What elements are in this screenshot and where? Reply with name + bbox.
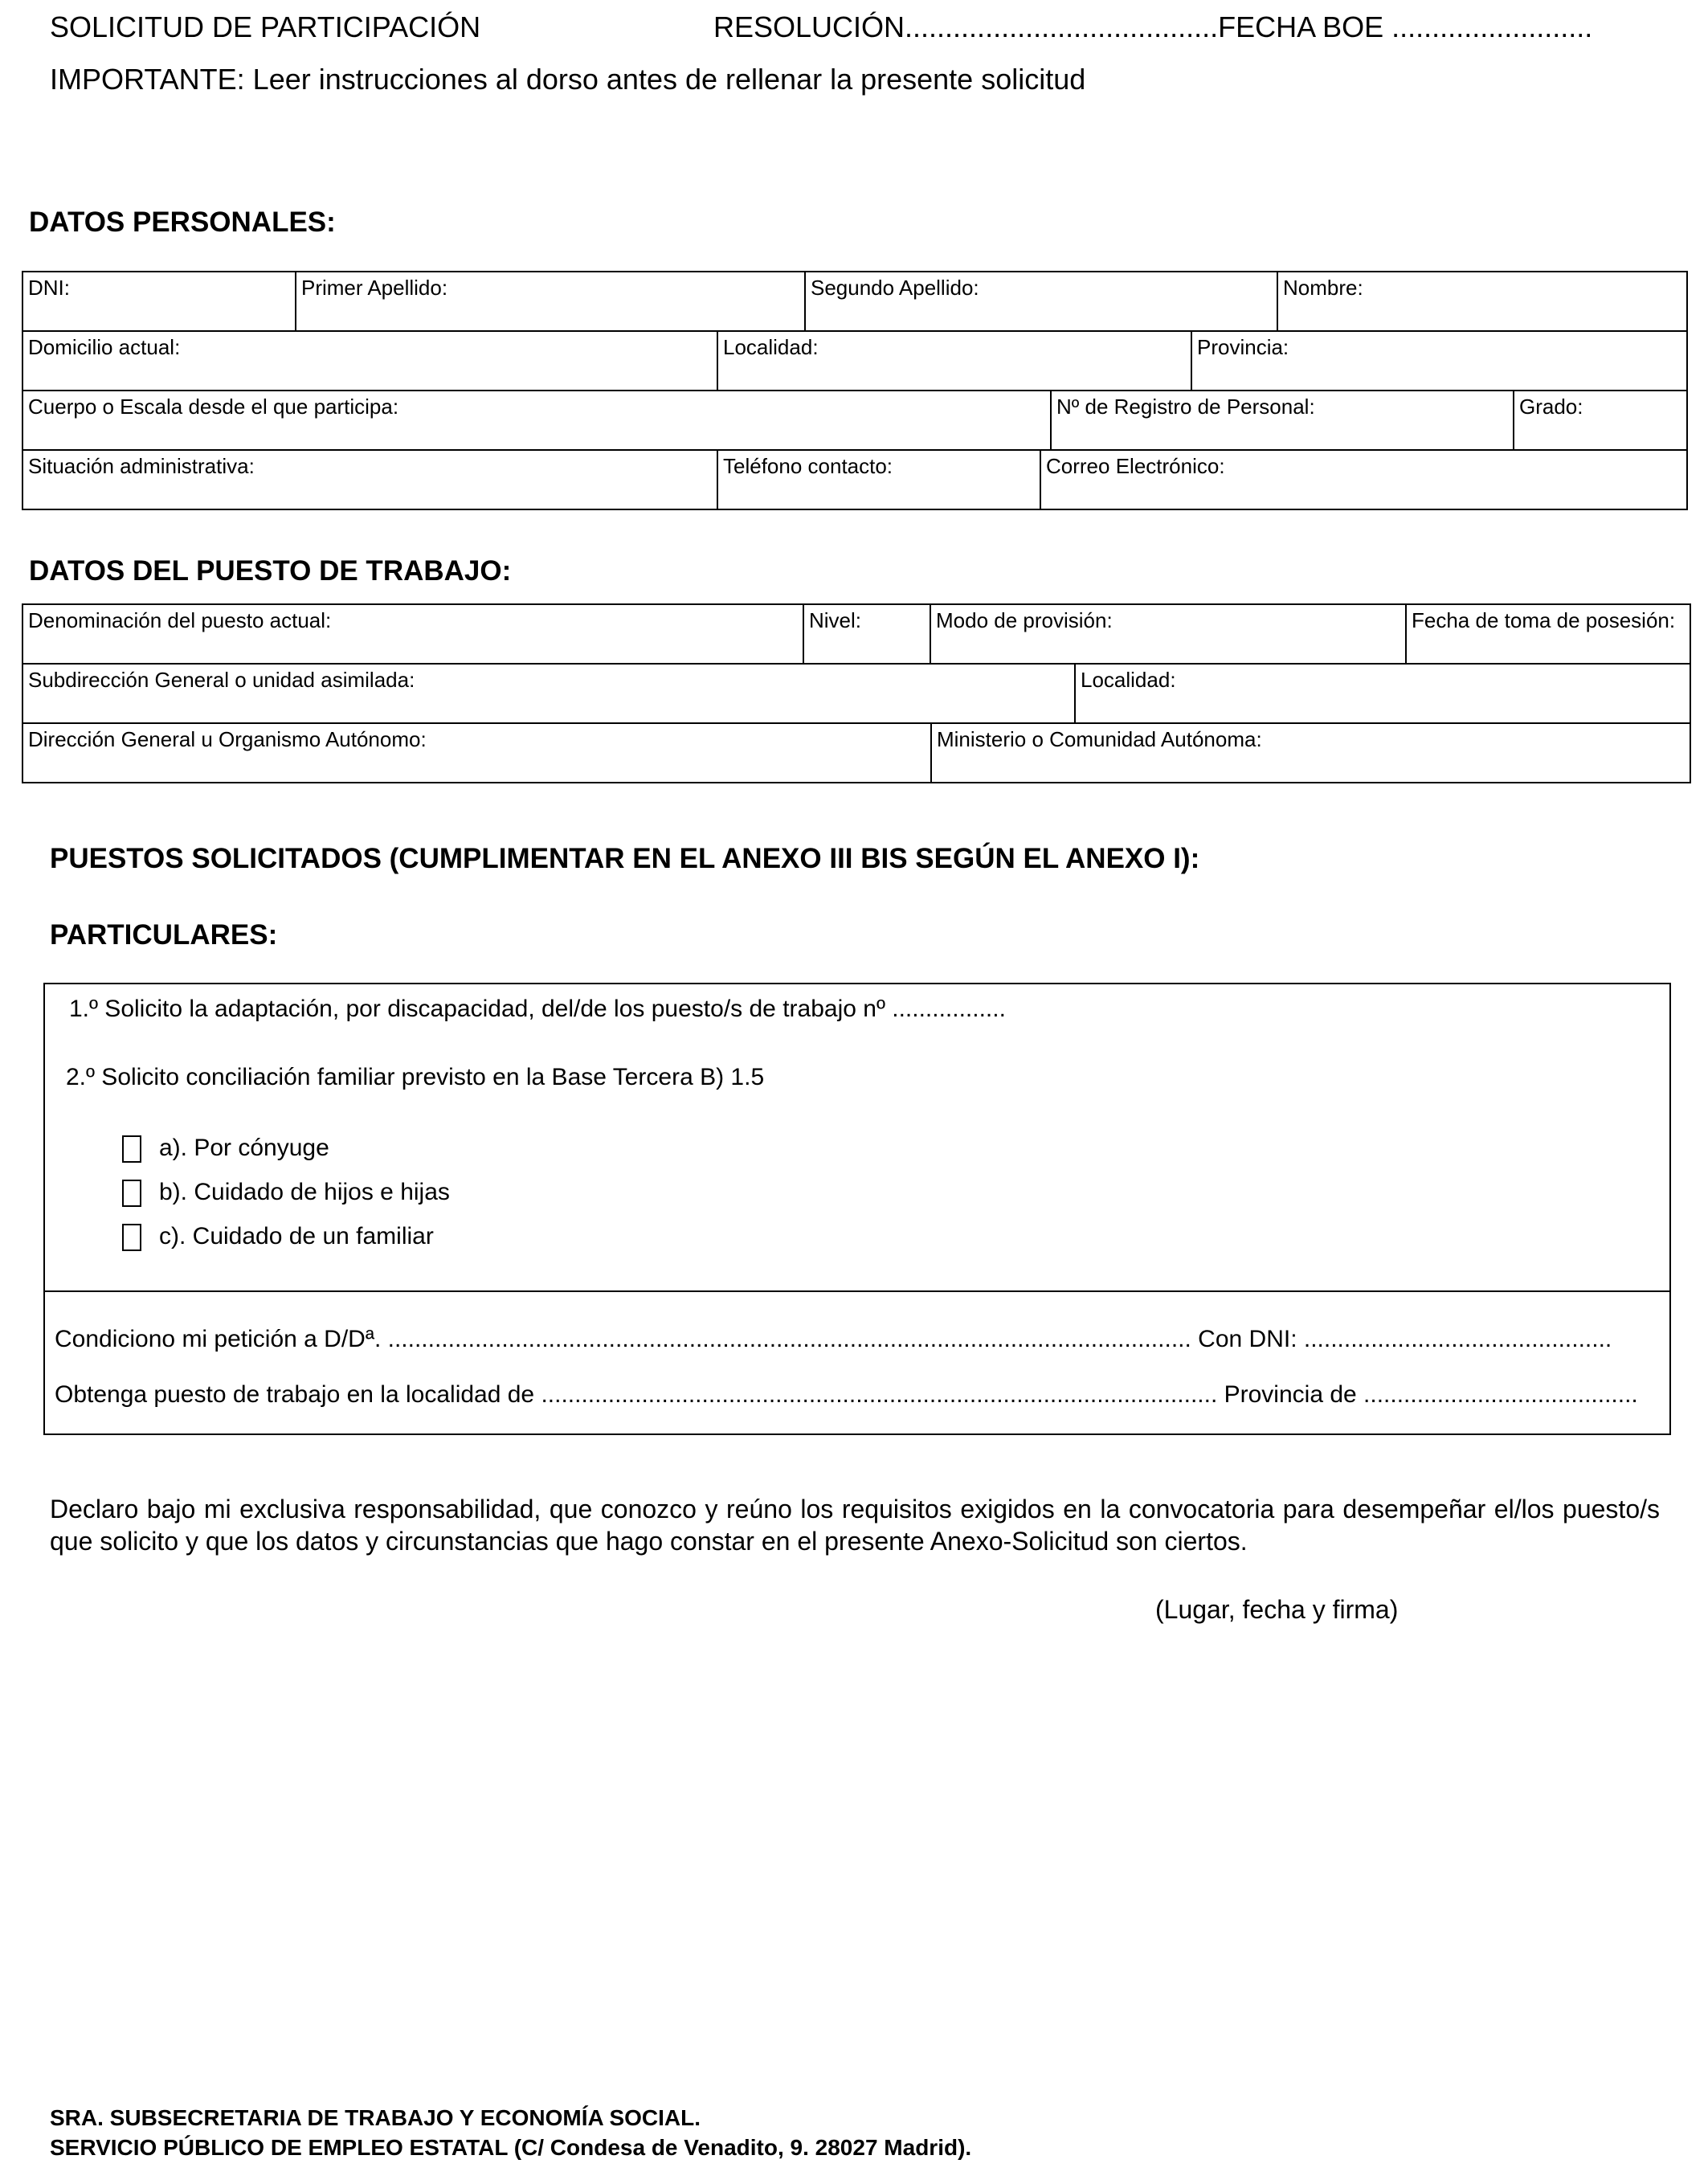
label-primer-apellido: Primer Apellido:	[301, 276, 448, 300]
label-correo: Correo Electrónico:	[1046, 454, 1225, 478]
label-subdireccion-general: Subdirección General o unidad asimilada:	[28, 668, 415, 692]
label-telefono: Teléfono contacto:	[723, 454, 893, 478]
option-familiar[interactable]	[122, 1222, 434, 1251]
checkbox-hijos[interactable]	[122, 1180, 141, 1207]
datos-personales-table	[22, 271, 1686, 510]
option-conyuge[interactable]	[122, 1134, 329, 1163]
section-title-datos-puesto: DATOS DEL PUESTO DE TRABAJO:	[29, 555, 512, 587]
field-nombre[interactable]	[1277, 272, 1687, 331]
section-title-datos-personales: DATOS PERSONALES:	[29, 207, 336, 238]
field-ministerio[interactable]	[931, 723, 1690, 783]
form-title: SOLICITUD DE PARTICIPACIÓN	[50, 10, 481, 43]
option-hijos-label: b). Cuidado de hijos e hijas	[159, 1179, 450, 1205]
field-cuerpo-escala[interactable]	[22, 391, 1051, 450]
checkbox-familiar[interactable]	[122, 1224, 141, 1251]
label-domicilio: Domicilio actual:	[28, 335, 181, 359]
label-dni: DNI:	[28, 276, 70, 300]
field-segundo-apellido[interactable]	[805, 272, 1277, 331]
condiciono-line[interactable]: Condiciono mi petición a D/Dª. ........................................................................................................................ Con DNI: ..............................................	[55, 1326, 1612, 1352]
label-segundo-apellido: Segundo Apellido:	[811, 276, 979, 300]
declaracion-text: Declaro bajo mi exclusiva responsabilidad, que conozco y reúno los requisitos exigidos en la convocatoria para desempeñar el/los puesto/s que solicito y que los datos y circunstancias que hago constar en el presente Anexo-Solicitud son ciertos.	[50, 1495, 1660, 1556]
field-localidad[interactable]	[717, 331, 1191, 391]
footer-line-1: SRA. SUBSECRETARIA DE TRABAJO Y ECONOMÍA SOCIAL.	[50, 2105, 701, 2130]
label-localidad: Localidad:	[723, 335, 819, 359]
particulares-item-2: 2.º Solicito conciliación familiar previsto en la Base Tercera B) 1.5	[66, 1064, 765, 1090]
field-grado[interactable]	[1514, 391, 1687, 450]
label-direccion-general: Dirección General u Organismo Autónomo:	[28, 727, 427, 751]
label-localidad-puesto: Localidad:	[1081, 668, 1176, 692]
label-fecha-toma-posesion: Fecha de toma de posesión:	[1412, 608, 1676, 632]
particulares-divider	[45, 1290, 1669, 1292]
field-primer-apellido[interactable]	[296, 272, 805, 331]
option-conyuge-label: a). Por cónyuge	[159, 1135, 329, 1161]
field-provincia[interactable]	[1191, 331, 1687, 391]
resolucion-fecha-boe: RESOLUCIÓN.......................................FECHA BOE .........................	[713, 10, 1593, 43]
label-situacion-administrativa: Situación administrativa:	[28, 454, 255, 478]
field-nivel[interactable]	[803, 604, 930, 664]
section-title-puestos-solicitados: PUESTOS SOLICITADOS (CUMPLIMENTAR EN EL ANEXO III BIS SEGÚN EL ANEXO I):	[50, 843, 1200, 874]
field-modo-provision[interactable]	[930, 604, 1406, 664]
field-fecha-toma-posesion[interactable]	[1406, 604, 1690, 664]
field-domicilio[interactable]	[22, 331, 717, 391]
label-provincia: Provincia:	[1197, 335, 1289, 359]
label-nivel: Nivel:	[809, 608, 862, 632]
field-direccion-general[interactable]	[22, 723, 931, 783]
footer-line-2: SERVICIO PÚBLICO DE EMPLEO ESTATAL (C/ Condesa de Venadito, 9. 28027 Madrid).	[50, 2135, 972, 2160]
field-situacion-administrativa[interactable]	[22, 450, 717, 509]
option-hijos[interactable]	[122, 1178, 450, 1207]
field-localidad-puesto[interactable]	[1075, 664, 1690, 723]
field-telefono[interactable]	[717, 450, 1040, 509]
label-registro-personal: Nº de Registro de Personal:	[1056, 395, 1315, 419]
field-denominacion-puesto[interactable]	[22, 604, 803, 664]
label-grado: Grado:	[1519, 395, 1583, 419]
field-subdireccion-general[interactable]	[22, 664, 1075, 723]
label-ministerio: Ministerio o Comunidad Autónoma:	[937, 727, 1262, 751]
particulares-box	[43, 983, 1671, 1435]
particulares-item-1: 1.º Solicito la adaptación, por discapacidad, del/de los puesto/s de trabajo nº .................	[69, 996, 1006, 1022]
field-correo[interactable]	[1040, 450, 1687, 509]
obtenga-line[interactable]: Obtenga puesto de trabajo en la localidad de ..................................................................................................... Provincia de .........................................	[55, 1381, 1638, 1408]
checkbox-conyuge[interactable]	[122, 1135, 141, 1163]
label-cuerpo-escala: Cuerpo o Escala desde el que participa:	[28, 395, 399, 419]
label-modo-provision: Modo de provisión:	[936, 608, 1113, 632]
option-familiar-label: c). Cuidado de un familiar	[159, 1223, 434, 1249]
label-denominacion-puesto: Denominación del puesto actual:	[28, 608, 332, 632]
datos-puesto-table	[22, 603, 1690, 783]
field-registro-personal[interactable]	[1051, 391, 1514, 450]
label-nombre: Nombre:	[1283, 276, 1363, 300]
firma-label: (Lugar, fecha y firma)	[1155, 1595, 1399, 1624]
section-title-particulares: PARTICULARES:	[50, 919, 278, 951]
field-dni[interactable]	[22, 272, 296, 331]
important-note: IMPORTANTE: Leer instrucciones al dorso antes de rellenar la presente solicitud	[50, 63, 1086, 96]
